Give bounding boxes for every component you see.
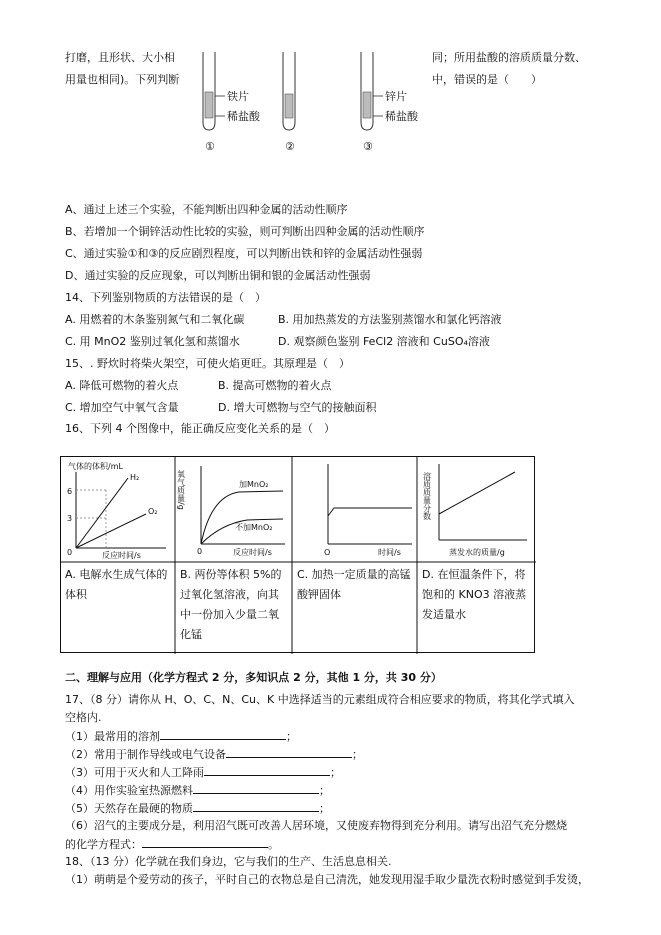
graph-a-y-label: 气体的体积/mL — [68, 462, 123, 471]
test-tube-3 — [361, 52, 419, 153]
graph-a-series-h2: H₂ — [130, 473, 140, 482]
tube1-number: ① — [205, 140, 215, 153]
q13-tail-line-2: 中，错误的是（ ） — [432, 73, 542, 86]
graph-a — [62, 458, 172, 560]
q17-answer-blank-6[interactable] — [142, 836, 268, 848]
q17-item-6-label: 的化学方程式： — [65, 838, 142, 851]
tube2-number: ② — [285, 140, 295, 153]
q17-item-2-label: （2）常用于制作导线或电气设备 — [65, 748, 226, 761]
q17-answer-blank-5[interactable] — [193, 800, 319, 812]
q17-item-6-line-1: （6）沼气的主要成分是，利用沼气既可改善人居环境，又使废弃物得到充分利用。请写出沼气充分燃烧 — [65, 819, 567, 832]
graph-a-tick-0: 0 — [67, 548, 73, 557]
q16-desc-d: D. 在恒温条件下，将饱和的 KNO3 溶液蒸发适量水 — [422, 568, 527, 621]
graph-b-y-label: 氧气质量/g — [177, 470, 186, 510]
graph-d — [419, 458, 531, 560]
tube3-solution-label: 稀盐酸 — [385, 110, 418, 123]
q17-item-2-semicolon: ； — [352, 748, 363, 761]
q15-option-a: A. 降低可燃物的着火点 — [65, 379, 179, 392]
q17-item-1-semicolon: ； — [286, 730, 297, 743]
q17-item-5-label: （5）天然存在最硬的物质 — [65, 802, 193, 815]
q17-stem-line-1: 17、（8 分）请你从 H、O、C、N、Cu、K 中选择适当的元素组成符合相应要求的物质，将其化学式填入 — [65, 693, 575, 706]
q17-item-4-semicolon: ； — [319, 784, 330, 797]
tube3-number: ③ — [363, 140, 373, 153]
q14-option-b: B. 用加热蒸发的方法鉴别蒸馏水和氯化钙溶液 — [278, 313, 502, 326]
q13-intro-line-2: 用量也相同)。下列判断 — [65, 73, 180, 86]
graph-b-series-without-mno2: 不加MnO₂ — [235, 523, 273, 532]
q15-stem: 15、. 野炊时将柴火架空，可使火焰更旺。其原理是（ ） — [65, 357, 350, 370]
q17-item-1-label: （1）最常用的溶剂 — [65, 730, 160, 743]
graph-d-x-label: 蒸发水的质量/g — [449, 548, 505, 557]
graph-b-origin: 0 — [197, 547, 203, 556]
q13-option-d: D、通过实验的反应现象，可以判断出铜和银的金属活动性强弱 — [65, 269, 371, 282]
test-tube-1 — [203, 52, 261, 153]
test-tube-2 — [283, 52, 295, 153]
q17-item-3-semicolon: ； — [330, 766, 341, 779]
q17-item-6-line-2 — [65, 836, 279, 853]
q17-item-5 — [65, 800, 330, 817]
q17-item-4 — [65, 782, 330, 799]
graph-b-series-with-mno2: 加MnO₂ — [239, 480, 269, 489]
graph-b — [177, 458, 289, 560]
q14-option-c: C. 用 MnO2 鉴别过氧化氢和蒸馏水 — [65, 335, 240, 348]
q17-answer-blank-2[interactable] — [226, 746, 352, 758]
q17-item-6-period: 。 — [268, 838, 279, 851]
q17-item-3-label: （3）可用于灭火和人工降雨 — [65, 766, 204, 779]
q17-item-2 — [65, 746, 363, 763]
q17-answer-blank-1[interactable] — [160, 728, 286, 740]
q13-option-c: C、通过实验①和③的反应剧烈程度，可以判断出铁和锌的金属活动性强弱 — [65, 247, 423, 260]
q17-item-3 — [65, 764, 341, 781]
q15-option-b: B. 提高可燃物的着火点 — [218, 379, 332, 392]
q18-stem: 18、（13 分）化学就在我们身边，它与我们的生产、生活息息相关. — [65, 855, 392, 868]
q14-option-a: A. 用燃着的木条鉴别氮气和二氧化碳 — [65, 313, 245, 326]
q17-answer-blank-4[interactable] — [193, 782, 319, 794]
q14-stem: 14、下列鉴别物质的方法错误的是（ ） — [65, 291, 266, 304]
q17-item-5-semicolon: ； — [319, 802, 330, 815]
q14-option-d: D. 观察颜色鉴别 FeCl2 溶液和 CuSO₄溶液 — [278, 335, 490, 348]
graph-a-x-label: 反应时间/s — [102, 551, 141, 560]
q16-stem: 16、下列 4 个图像中，能正确反应变化关系的是（ ） — [65, 422, 335, 435]
graph-a-tick-3: 3 — [67, 514, 73, 523]
q17-item-4-label: （4）用作实验室热源燃料 — [65, 784, 193, 797]
graph-c-x-label: 时间/s — [378, 548, 401, 557]
q16-desc-c: C. 加热一定质量的高锰酸钾固体 — [297, 568, 411, 601]
graph-d-y-label: 溶质质量分数 — [422, 472, 432, 520]
q13-option-a: A、通过上述三个实验，不能判断出四种金属的活动性顺序 — [65, 203, 348, 216]
graph-a-tick-6: 6 — [67, 487, 73, 496]
q17-answer-blank-3[interactable] — [204, 764, 330, 776]
q13-intro-line-1: 打磨，且形状、大小相 — [65, 51, 175, 64]
tube1-metal-label: 铁片 — [227, 90, 249, 103]
graph-b-x-label: 反应时间/s — [233, 548, 272, 557]
graph-a-series-o2: O₂ — [148, 507, 158, 516]
test-tube-diagram — [195, 50, 435, 160]
tube1-solution-label: 稀盐酸 — [227, 110, 260, 123]
q16-desc-b: B. 两份等体积 5%的过氧化氢溶液，向其中一份加入少量二氧化锰 — [180, 568, 282, 641]
q16-desc-a: A. 电解水生成气体的体积 — [65, 568, 168, 601]
q13-option-b: B、若增加一个铜锌活动性比较的实验，则可判断出四种金属的活动性顺序 — [65, 225, 425, 238]
q13-tail-line-1: 同；所用盐酸的溶质质量分数、 — [432, 51, 586, 64]
q18-item-1: （1）萌萌是个爱劳动的孩子，平时自己的衣物总是自己清洗，她发现用湿手取少量洗衣粉时感觉到手发烫， — [65, 873, 589, 886]
graph-c-origin: O — [324, 548, 331, 557]
q17-item-1 — [65, 728, 297, 745]
section-2-title: 二、理解与应用（化学方程式 2 分，多知识点 2 分，其他 1 分，共 30 分） — [65, 671, 442, 684]
q15-option-c: C. 增加空气中氧气含量 — [65, 401, 179, 414]
q15-option-d: D. 增大可燃物与空气的接触面积 — [218, 401, 377, 414]
graph-c — [294, 458, 416, 560]
tube3-metal-label: 锌片 — [385, 90, 407, 103]
q17-stem-line-2: 空格内. — [65, 711, 102, 724]
